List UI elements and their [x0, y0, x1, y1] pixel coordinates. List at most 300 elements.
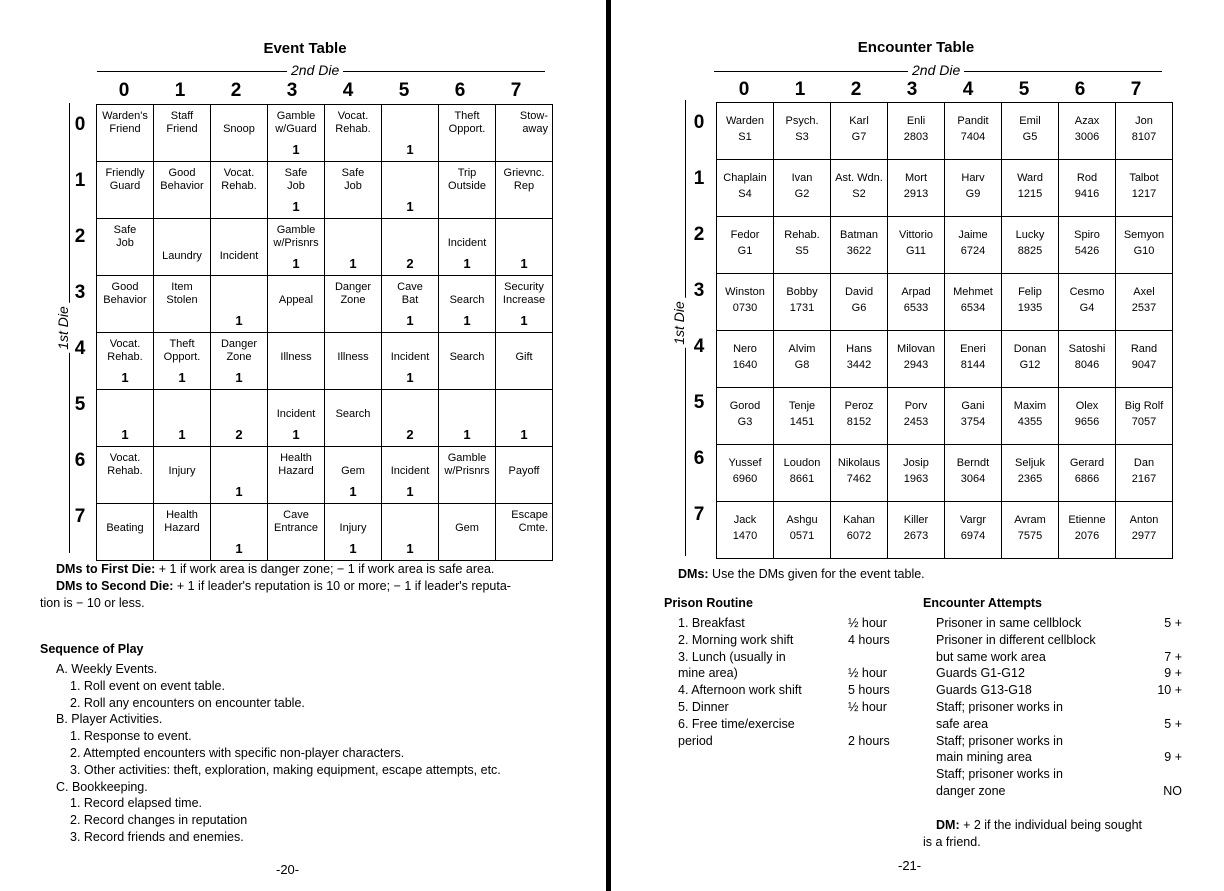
event-cell-text [382, 504, 438, 509]
encounter-name: Psych. [785, 115, 819, 127]
event-cell [382, 447, 439, 504]
encounter-name: Cesmo [1069, 286, 1105, 298]
encounter-name: Winston [725, 286, 765, 298]
event-column-header: 2 [230, 80, 242, 101]
event-cell-inner [382, 219, 438, 275]
event-cell-text: Gamble w/Prisnrs [444, 452, 490, 477]
event-cell-inner [97, 504, 153, 560]
encounter-cell-inner [1116, 274, 1172, 330]
page-number-right: -21- [898, 858, 922, 873]
attempt-item: danger zone [936, 784, 1006, 798]
routine-item: 5. Dinner [678, 700, 729, 714]
encounter-cell-inner [888, 331, 944, 387]
encounter-cell [1116, 160, 1173, 217]
event-cell-text [382, 219, 438, 224]
encounter-column-header: 1 [794, 79, 806, 100]
event-cell-text [211, 390, 267, 395]
encounter-name: Azax [1074, 115, 1100, 127]
encounter-name: Lucky [1015, 229, 1045, 241]
encounter-name: Alvim [788, 343, 816, 355]
encounter-cell [774, 160, 831, 217]
encounter-cell [888, 331, 945, 388]
attempt-item: but same work area [936, 649, 1046, 664]
encounter-code: 2076 [1074, 530, 1100, 542]
event-cell [268, 447, 325, 504]
encounter-cell [888, 274, 945, 331]
event-cell [439, 504, 496, 561]
encounter-cell-inner [831, 160, 887, 216]
event-cell-inner [496, 447, 552, 503]
event-cell-inner [268, 447, 324, 503]
event-cell-text: Danger Zone [334, 281, 372, 306]
encounter-name: Gani [961, 400, 985, 412]
encounter-cell-inner [831, 103, 887, 159]
event-cell [154, 504, 211, 561]
attempts-title: Encounter Attempts [923, 596, 1042, 610]
event-cell-text: Gem [341, 465, 365, 477]
encounter-code: 7404 [960, 131, 986, 143]
event-cell-number: 1 [406, 142, 414, 157]
event-cell [496, 504, 553, 561]
encounter-cell-inner [1116, 445, 1172, 501]
event-cell [154, 162, 211, 219]
routine-time: 5 hours [848, 683, 890, 698]
encounter-code: 1935 [1017, 302, 1043, 314]
encounter-cell [717, 331, 774, 388]
event-cell-inner [382, 390, 438, 446]
encounter-name: Ast. Wdn. [835, 172, 883, 184]
event-cell-inner [382, 162, 438, 218]
event-cell-text: Safe Job [341, 167, 365, 192]
encounter-code: 1640 [732, 359, 758, 371]
event-cell-text: Incident [390, 351, 430, 363]
event-cell-text: Item Stolen [166, 281, 198, 306]
attempt-roll: NO [1163, 784, 1182, 798]
encounter-cell-inner [831, 445, 887, 501]
encounter-cell [774, 217, 831, 274]
attempt-roll: 7 + [1164, 649, 1182, 664]
encounter-row [717, 103, 1173, 160]
event-cell-text: Gamble w/Guard [275, 110, 317, 135]
encounter-cell [831, 274, 888, 331]
encounter-code: 2977 [1131, 530, 1157, 542]
encounter-cell [831, 445, 888, 502]
encounter-row [717, 331, 1173, 388]
encounter-cell [717, 160, 774, 217]
event-row [97, 447, 553, 504]
encounter-cell-inner [1002, 331, 1058, 387]
encounter-cell [774, 388, 831, 445]
event-cell [268, 390, 325, 447]
event-cell-inner [325, 333, 381, 389]
event-row-header: 4 [74, 338, 86, 359]
event-cell [382, 219, 439, 276]
sequence-item: 1. Record elapsed time. [70, 796, 203, 811]
event-cell-text [154, 390, 210, 395]
encounter-cell [888, 445, 945, 502]
event-cell-number: 1 [463, 313, 471, 328]
event-cell [154, 333, 211, 390]
event-cell [97, 390, 154, 447]
event-cell-inner [154, 219, 210, 275]
event-cell-inner [496, 219, 552, 275]
encounter-code: 7462 [846, 473, 872, 485]
encounter-name: Tenje [788, 400, 816, 412]
encounter-name: Peroz [844, 400, 874, 412]
event-row [97, 390, 553, 447]
encounter-cell-inner [774, 388, 830, 444]
sequence-item: 2. Roll any encounters on encounter table. [70, 695, 305, 710]
first-die-label: 1st Die [55, 303, 71, 353]
encounter-cell-inner [945, 445, 1001, 501]
event-cell-text: Gem [455, 522, 479, 534]
event-cell-text: Vocat. Rehab. [107, 452, 143, 477]
event-cell [211, 105, 268, 162]
event-cell-text: Friendly Guard [105, 167, 145, 192]
event-cell-number: 1 [406, 313, 414, 328]
encounter-name: Vargr [959, 514, 987, 526]
encounter-cell-inner [1002, 388, 1058, 444]
encounter-name: Milovan [897, 343, 935, 355]
encounter-code: G11 [906, 245, 926, 257]
encounter-name: Yussef [728, 457, 762, 469]
event-cell-number: 2 [406, 256, 414, 271]
encounter-code: G12 [1019, 359, 1041, 371]
event-cell [268, 333, 325, 390]
event-cell [154, 390, 211, 447]
event-cell [325, 390, 382, 447]
encounter-cell [717, 502, 774, 559]
encounter-name: Enli [906, 115, 926, 127]
encounter-code: S5 [795, 245, 809, 257]
encounter-cell [717, 445, 774, 502]
encounter-cell [945, 445, 1002, 502]
encounter-cell [831, 331, 888, 388]
encounter-code: 1731 [789, 302, 815, 314]
event-cell-text: Health Hazard [164, 509, 200, 534]
event-cell-inner [382, 447, 438, 503]
encounter-code: G7 [851, 131, 867, 143]
encounter-name: Ward [1017, 172, 1043, 184]
event-cell-text: Safe Job [113, 224, 137, 249]
encounter-code: 7575 [1017, 530, 1043, 542]
event-cell-inner [439, 276, 495, 332]
encounter-row [717, 217, 1173, 274]
event-cell-text: Theft Opport. [448, 110, 486, 135]
encounter-cell [1002, 103, 1059, 160]
encounter-cell [831, 388, 888, 445]
encounter-row-header: 5 [693, 392, 705, 413]
encounter-cell-inner [888, 103, 944, 159]
event-cell-inner [325, 162, 381, 218]
event-cell-text [439, 390, 495, 395]
event-cell-text [382, 105, 438, 110]
encounter-cell [888, 160, 945, 217]
event-cell [496, 162, 553, 219]
event-cell-number: 1 [292, 199, 300, 214]
encounter-name: Donan [1013, 343, 1047, 355]
encounter-code: 9047 [1131, 359, 1157, 371]
sequence-item: 3. Record friends and enemies. [70, 830, 244, 844]
encounter-cell [945, 217, 1002, 274]
encounter-name: Karl [849, 115, 869, 127]
encounter-code: 1215 [1017, 188, 1043, 200]
encounter-cell-inner [774, 217, 830, 273]
encounter-cell [717, 274, 774, 331]
event-cell-inner [496, 276, 552, 332]
event-cell [211, 219, 268, 276]
encounter-name: Axel [1133, 286, 1155, 298]
encounter-cell-inner [831, 331, 887, 387]
encounter-code: 4355 [1017, 416, 1043, 428]
encounter-cell-inner [1002, 502, 1058, 558]
event-row-header: 2 [74, 226, 86, 247]
encounter-cell-inner [945, 103, 1001, 159]
encounter-code: 7057 [1131, 416, 1157, 428]
encounter-column-header: 2 [850, 79, 862, 100]
encounter-cell [945, 502, 1002, 559]
encounter-name: Etienne [1068, 514, 1106, 526]
attempt-item: Prisoner in same cellblock [936, 616, 1082, 630]
event-row-header: 3 [74, 282, 86, 303]
event-cell [154, 447, 211, 504]
second-die-label: 2nd Die [908, 62, 964, 78]
event-cell-text: Warden's Friend [102, 110, 148, 135]
event-column-header: 7 [510, 80, 522, 101]
event-cell [97, 333, 154, 390]
event-cell [439, 162, 496, 219]
event-row [97, 105, 553, 162]
event-cell-text: Security Increase [502, 281, 546, 306]
event-cell-text: Search [449, 351, 485, 363]
encounter-name: Rand [1130, 343, 1158, 355]
event-cell-inner [154, 447, 210, 503]
event-cell-text: Staff Friend [166, 110, 198, 135]
event-cell-inner [496, 162, 552, 218]
event-cell-text: Safe Job [284, 167, 308, 192]
event-cell-inner [325, 390, 381, 446]
event-cell-inner [496, 105, 552, 161]
encounter-cell [774, 445, 831, 502]
encounter-cell-inner [717, 502, 773, 558]
event-cell [382, 162, 439, 219]
encounter-table-title: Encounter Table [857, 39, 975, 56]
encounter-name: Emil [1019, 115, 1041, 127]
event-cell-inner [268, 504, 324, 560]
encounter-code: G8 [794, 359, 810, 371]
encounter-name: Maxim [1013, 400, 1047, 412]
event-cell-text: Vocat. Rehab. [221, 167, 257, 192]
encounter-name: Ashgu [786, 514, 818, 526]
encounter-code: S1 [738, 131, 752, 143]
routine-time: ½ hour [848, 666, 887, 681]
encounter-code: 1470 [732, 530, 758, 542]
encounter-cell [1116, 274, 1173, 331]
encounter-cell-inner [717, 160, 773, 216]
encounter-name: Jack [733, 514, 757, 526]
event-cell [211, 390, 268, 447]
encounter-row-header: 6 [693, 448, 705, 469]
attempt-item: Staff; prisoner works in [936, 700, 1063, 714]
event-cell [154, 276, 211, 333]
encounter-cell [1059, 103, 1116, 160]
event-cell-inner [325, 447, 381, 503]
encounter-name: Jaime [958, 229, 988, 241]
attempt-roll: 5 + [1164, 716, 1182, 731]
event-cell-text: Cave Entrance [273, 509, 319, 534]
encounter-name: Mort [905, 172, 927, 184]
dm-second-die: DMs to Second Die: + 1 if leader's reputation is 10 or more; − 1 if leader's reputa- [56, 579, 511, 593]
encounter-name: Felip [1018, 286, 1042, 298]
right-page [616, 0, 1224, 891]
event-cell-inner [154, 333, 210, 389]
event-column-header: 4 [342, 80, 354, 101]
encounter-code: 2803 [903, 131, 929, 143]
event-cell-inner [97, 219, 153, 275]
encounter-name: Killer [903, 514, 929, 526]
event-cell-text: Laundry [162, 250, 202, 262]
encounter-name: Fedor [730, 229, 760, 241]
event-row [97, 162, 553, 219]
encounter-name: Rehab. [784, 229, 820, 241]
event-cell-text: Appeal [278, 294, 314, 306]
event-cell [97, 105, 154, 162]
event-cell-inner [325, 276, 381, 332]
encounter-code: 3442 [846, 359, 872, 371]
encounter-cell-inner [1002, 103, 1058, 159]
event-cell-inner [496, 504, 552, 560]
encounter-row [717, 445, 1173, 502]
encounter-code: 3754 [960, 416, 986, 428]
encounter-cell-inner [945, 388, 1001, 444]
event-cell-inner [97, 276, 153, 332]
attempt-item: safe area [936, 716, 989, 731]
event-cell [268, 162, 325, 219]
encounter-code: G10 [1133, 245, 1155, 257]
event-cell [97, 219, 154, 276]
sequence-item: 1. Response to event. [70, 729, 192, 744]
encounter-cell [774, 274, 831, 331]
sequence-item: 1. Roll event on event table. [70, 678, 225, 693]
event-cell-inner [325, 219, 381, 275]
event-cell-text: Good Behavior [160, 167, 204, 192]
event-cell-number: 1 [292, 142, 300, 157]
event-cell-text: Incident [219, 250, 259, 262]
event-cell-inner [154, 162, 210, 218]
encounter-cell [717, 103, 774, 160]
encounter-cell [888, 388, 945, 445]
encounter-code: 2537 [1131, 302, 1157, 314]
event-cell-text [382, 162, 438, 167]
event-cell [211, 276, 268, 333]
event-cell [439, 105, 496, 162]
encounter-cell [1002, 331, 1059, 388]
event-cell-text: Stow- away [519, 110, 548, 135]
encounter-name: Hans [846, 343, 872, 355]
event-cell-text [211, 276, 267, 281]
encounter-name: Nikolaus [837, 457, 881, 469]
encounter-cell-inner [945, 502, 1001, 558]
encounter-cell [945, 388, 1002, 445]
encounter-name: Satoshi [1068, 343, 1106, 355]
encounter-cell [831, 217, 888, 274]
event-row [97, 504, 553, 561]
event-cell-text [496, 219, 552, 224]
encounter-cell-inner [888, 274, 944, 330]
encounter-cell-inner [774, 502, 830, 558]
encounter-code: S3 [795, 131, 809, 143]
encounter-cell [945, 331, 1002, 388]
encounter-cell-inner [1059, 160, 1115, 216]
encounter-name: Avram [1014, 514, 1046, 526]
encounter-name: Talbot [1129, 172, 1159, 184]
encounter-code: 1217 [1131, 188, 1157, 200]
encounter-cell-inner [774, 274, 830, 330]
encounter-column-header: 0 [738, 79, 750, 100]
event-cell-number: 1 [406, 541, 414, 556]
event-cell-text: Grievnc. Rep [503, 167, 545, 192]
event-cell-inner [97, 105, 153, 161]
encounter-cell-inner [717, 331, 773, 387]
encounter-row-header: 0 [693, 112, 705, 133]
encounter-code: G3 [737, 416, 753, 428]
event-cell-inner [211, 219, 267, 275]
encounter-name: Ivan [791, 172, 813, 184]
encounter-cell-inner [1116, 160, 1172, 216]
event-cell [97, 504, 154, 561]
routine-item: period [678, 733, 713, 748]
encounter-cell-inner [1059, 274, 1115, 330]
encounter-code: 8144 [960, 359, 986, 371]
attempt-roll: 5 + [1164, 616, 1182, 630]
routine-item: 3. Lunch (usually in [678, 649, 786, 664]
event-cell-text: Incident [390, 465, 430, 477]
encounter-column-header: 3 [906, 79, 918, 100]
encounter-cell [774, 331, 831, 388]
event-cell-number: 1 [406, 370, 414, 385]
event-row-header: 6 [74, 450, 86, 471]
event-cell-text [211, 504, 267, 509]
attempt-item: Staff; prisoner works in [936, 767, 1063, 782]
event-row-header: 5 [74, 394, 86, 415]
event-cell [211, 162, 268, 219]
event-cell [325, 219, 382, 276]
event-cell-inner [97, 390, 153, 446]
encounter-cell-inner [888, 502, 944, 558]
encounter-cell [717, 388, 774, 445]
event-column-header: 6 [454, 80, 466, 101]
event-cell-number: 1 [520, 313, 528, 328]
encounter-cell [1002, 502, 1059, 559]
encounter-column-header: 4 [962, 79, 974, 100]
encounter-row-header: 1 [693, 168, 705, 189]
encounter-cell-inner [774, 160, 830, 216]
event-row-header: 1 [74, 170, 86, 191]
event-cell [268, 504, 325, 561]
event-cell [211, 504, 268, 561]
event-cell-number: 1 [520, 427, 528, 442]
event-cell [325, 276, 382, 333]
encounter-cell-inner [1059, 502, 1115, 558]
encounter-code: 8152 [846, 416, 872, 428]
event-cell-text: Cave Bat [397, 281, 423, 306]
event-cell-text: Search [449, 294, 485, 306]
event-cell-inner [439, 390, 495, 446]
event-cell-number: 1 [520, 256, 528, 271]
event-cell [382, 333, 439, 390]
event-cell-text: Danger Zone [220, 338, 258, 363]
encounter-table [716, 102, 1173, 559]
